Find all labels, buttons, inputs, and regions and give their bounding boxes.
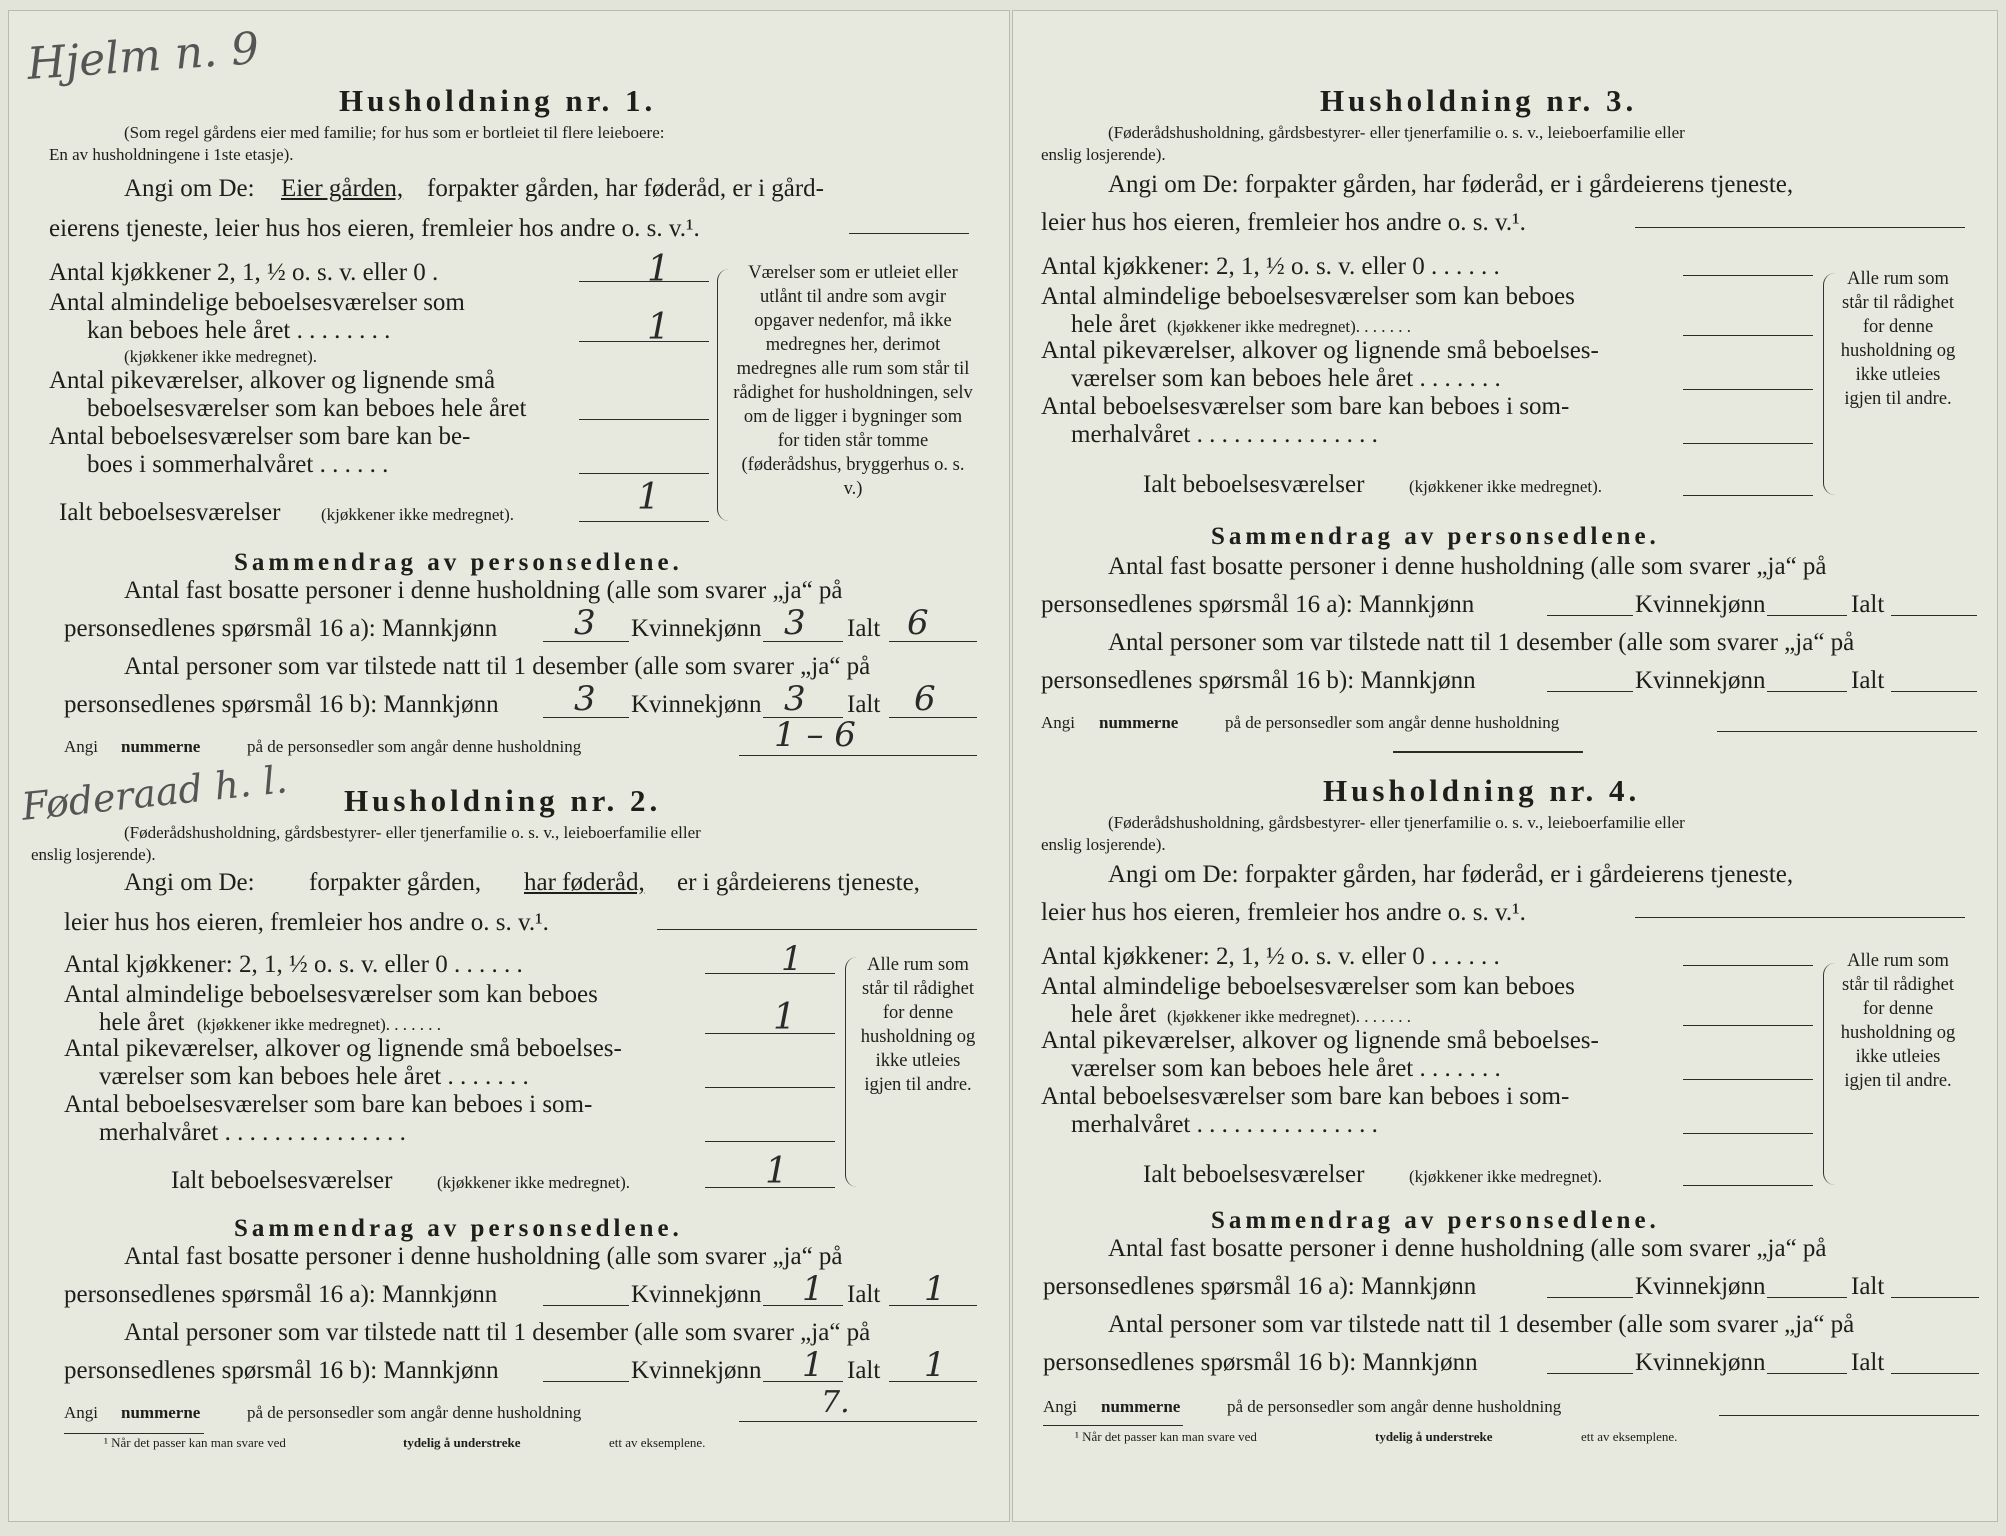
household-1-angi-selected: Eier gården,: [281, 175, 404, 202]
household-4-angi-line1: Angi om De: forpakter gården, har føderåd, er i gårdeierens tjeneste,: [1108, 861, 1794, 888]
household-separator: [1393, 751, 1583, 753]
household-4-summer-rooms-line: [1683, 1133, 1813, 1134]
household-1-brace: [717, 269, 732, 521]
household-2-summer-rooms-line: [705, 1141, 835, 1142]
household-3-kitchens-line: [1683, 275, 1813, 276]
household-1-note-line2: En av husholdningene i 1ste etasje).: [49, 145, 294, 164]
household-3-numbers-prefix: Angi: [1041, 713, 1075, 732]
household-3-16a-female-line: [1767, 615, 1847, 616]
household-1-total-rooms-line: [579, 521, 709, 522]
household-2-ordinary-rooms-note: (kjøkkener ikke medregnet). . . . . . .: [197, 1015, 442, 1034]
household-2-angi-prefix: Angi om De:: [124, 869, 255, 896]
household-2-note-line2: enslig losjerende).: [31, 845, 156, 864]
household-2-kitchens-line: [705, 973, 835, 974]
footnote-rule-right: [1043, 1425, 1183, 1426]
footnote-right-a: ¹ Når det passer kan man svare ved: [1075, 1429, 1257, 1444]
household-1-total-rooms-note: (kjøkkener ikke medregnet).: [321, 505, 515, 524]
household-1-16b-female-label: Kvinnekjønn: [631, 691, 762, 718]
household-4-angi-line2: leier hus hos eieren, fremleier hos andre o. s. v.¹.: [1041, 899, 1526, 926]
household-2-16b-female-label: Kvinnekjønn: [631, 1357, 762, 1384]
household-1-16a-total-line: [889, 641, 977, 642]
household-2-16a-line1: Antal fast bosatte personer i denne husholdning (alle som svarer „ja“ på: [124, 1243, 843, 1270]
household-4-ordinary-rooms-note: (kjøkkener ikke medregnet). . . . . . .: [1167, 1007, 1412, 1026]
household-3-16b-line1: Antal personer som var tilstede natt til 1 desember (alle som svarer „ja“ på: [1108, 629, 1855, 656]
right-page: [1012, 10, 1998, 1522]
household-1-16b-label: personsedlenes spørsmål 16 b): Mannkjønn: [64, 691, 499, 718]
household-4-side-note: Alle rum som står til rådighet for denne husholdning og ikke utleies igjen til andre.: [1840, 951, 1956, 1091]
household-3-note-line1: (Føderådshusholdning, gårdsbestyrer- eller tjenerfamilie o. s. v., leieboerfamilie eller: [1108, 123, 1685, 142]
household-3-ordinary-rooms-label: Antal almindelige beboelsesværelser som kan beboes: [1041, 283, 1575, 310]
household-4-numbers-bold: nummerne: [1101, 1397, 1181, 1416]
household-4-note-line1: (Føderådshusholdning, gårdsbestyrer- eller tjenerfamilie o. s. v., leieboerfamilie eller: [1108, 813, 1685, 832]
household-3-maid-rooms-label-2: værelser som kan beboes hele året . . . . . . .: [1071, 365, 1501, 392]
household-3-16b-male-line: [1547, 691, 1633, 692]
household-2-16a-total-label: Ialt: [847, 1281, 881, 1308]
household-2-numbers-bold: nummerne: [121, 1403, 201, 1422]
household-2-numbers-line: [739, 1421, 977, 1422]
household-3-ordinary-rooms-line: [1683, 335, 1813, 336]
household-2-total-rooms-value: 1: [765, 1151, 788, 1192]
household-2-summer-rooms-label-2: merhalvåret . . . . . . . . . . . . . . .: [99, 1119, 406, 1146]
household-3-16b-total-label: Ialt: [1851, 667, 1885, 694]
household-1-numbers-bold: nummerne: [121, 737, 201, 756]
footnote-right-b: tydelig å understreke: [1375, 1429, 1493, 1444]
household-4-brace: [1823, 963, 1838, 1185]
household-3-angi-answer-line: [1635, 227, 1965, 228]
household-1-ordinary-rooms-line: [579, 341, 709, 342]
household-3-maid-rooms-label: Antal pikeværelser, alkover og lignende små beboelses-: [1041, 337, 1599, 364]
household-3-16a-female-label: Kvinnekjønn: [1635, 591, 1766, 618]
household-4-angi-answer-line: [1635, 917, 1965, 918]
household-2-ordinary-rooms-label-2: hele året: [99, 1009, 185, 1036]
household-2-angi-line2: leier hus hos eieren, fremleier hos andre o. s. v.¹.: [64, 909, 549, 936]
household-1-ordinary-rooms-note: (kjøkkener ikke medregnet).: [124, 347, 318, 366]
household-2-16b-male-line: [543, 1381, 629, 1382]
household-2-16b-female-value: 1: [802, 1345, 824, 1385]
household-2-16b-total-value: 1: [924, 1345, 946, 1385]
household-2-angi-answer-line: [657, 929, 977, 930]
household-1-16b-total-label: Ialt: [847, 691, 881, 718]
household-1-16b-total-value: 6: [914, 679, 936, 719]
household-3-total-rooms-label: Ialt beboelsesværelser: [1143, 471, 1365, 498]
household-3-summer-rooms-label-2: merhalvåret . . . . . . . . . . . . . . .: [1071, 421, 1378, 448]
household-3-16a-total-line: [1891, 615, 1977, 616]
household-1-title: Husholdning nr. 1.: [339, 83, 657, 118]
household-4-16b-female-label: Kvinnekjønn: [1635, 1349, 1766, 1376]
household-4-16b-female-line: [1767, 1373, 1847, 1374]
household-4-ordinary-rooms-line: [1683, 1025, 1813, 1026]
footnote-right-c: ett av eksemplene.: [1581, 1429, 1678, 1444]
household-4-16a-male-line: [1547, 1297, 1633, 1298]
household-2-kitchens-value: 1: [781, 939, 803, 979]
household-4-16b-line1: Antal personer som var tilstede natt til 1 desember (alle som svarer „ja“ på: [1108, 1311, 1855, 1338]
household-1-maid-rooms-label-2: beboelsesværelser som kan beboes hele året: [87, 395, 527, 422]
footnote-left-a: ¹ Når det passer kan man svare ved: [104, 1435, 286, 1450]
household-1-maid-rooms-line: [579, 419, 709, 420]
household-4-total-rooms-label: Ialt beboelsesværelser: [1143, 1161, 1365, 1188]
household-3-brace: [1823, 273, 1838, 495]
household-2-summary-title: Sammendrag av personsedlene.: [234, 1215, 683, 1242]
household-4-title: Husholdning nr. 4.: [1323, 773, 1641, 808]
household-2-angi-rest: er i gårdeierens tjeneste,: [677, 869, 920, 896]
household-4-16a-label: personsedlenes spørsmål 16 a): Mannkjønn: [1043, 1273, 1477, 1300]
household-1-16b-line1: Antal personer som var tilstede natt til 1 desember (alle som svarer „ja“ på: [124, 653, 871, 680]
household-3-summer-rooms-label: Antal beboelsesværelser som bare kan beboes i som-: [1041, 393, 1570, 420]
household-1-16a-female-label: Kvinnekjønn: [631, 615, 762, 642]
household-2-brace: [845, 957, 860, 1187]
household-2-16b-total-label: Ialt: [847, 1357, 881, 1384]
household-3-summer-rooms-line: [1683, 443, 1813, 444]
household-2-summer-rooms-label: Antal beboelsesværelser som bare kan beboes i som-: [64, 1091, 593, 1118]
household-4-total-rooms-line: [1683, 1185, 1813, 1186]
handwritten-header: Hjelm n. 9: [25, 22, 261, 91]
household-1-ordinary-rooms-label-2: kan beboes hele året . . . . . . . .: [87, 317, 391, 344]
household-4-kitchens-line: [1683, 965, 1813, 966]
household-4-kitchens-label: Antal kjøkkener: 2, 1, ½ o. s. v. eller 0 . . . . . .: [1041, 943, 1500, 970]
household-1-summer-rooms-line: [579, 473, 709, 474]
household-2-16a-female-label: Kvinnekjønn: [631, 1281, 762, 1308]
household-1-16b-female-value: 3: [784, 679, 806, 719]
household-3-16b-total-line: [1891, 691, 1977, 692]
household-4-16a-line1: Antal fast bosatte personer i denne husholdning (alle som svarer „ja“ på: [1108, 1235, 1827, 1262]
household-1-numbers-line: [739, 755, 977, 756]
household-1-angi-prefix: Angi om De:: [124, 175, 255, 202]
household-2-numbers-text: på de personsedler som angår denne husholdning: [247, 1403, 582, 1422]
household-4-16b-total-line: [1891, 1373, 1979, 1374]
left-page: [8, 10, 1010, 1522]
household-4-numbers-prefix: Angi: [1043, 1397, 1077, 1416]
household-2-angi-selected: har føderåd,: [524, 869, 645, 896]
household-3-16a-line1: Antal fast bosatte personer i denne husholdning (alle som svarer „ja“ på: [1108, 553, 1827, 580]
household-1-angi-answer-line: [849, 233, 969, 234]
household-1-16a-female-value: 3: [784, 603, 806, 643]
household-3-summary-title: Sammendrag av personsedlene.: [1211, 523, 1660, 550]
household-3-side-note: Alle rum som står til rådighet for denne husholdning og ikke utleies igjen til andre.: [1840, 269, 1956, 409]
household-1-16a-line1: Antal fast bosatte personer i denne husholdning (alle som svarer „ja“ på: [124, 577, 843, 604]
household-4-maid-rooms-line: [1683, 1079, 1813, 1080]
household-4-maid-rooms-label: Antal pikeværelser, alkover og lignende små beboelses-: [1041, 1027, 1599, 1054]
household-1-kitchens-line: [579, 281, 709, 282]
household-1-angi-line2: eierens tjeneste, leier hus hos eieren, fremleier hos andre o. s. v.¹.: [49, 215, 700, 242]
household-3-angi-line1: Angi om De: forpakter gården, har føderåd, er i gårdeierens tjeneste,: [1108, 171, 1794, 198]
household-2-16a-total-value: 1: [924, 1269, 946, 1309]
household-2-ordinary-rooms-label: Antal almindelige beboelsesværelser som kan beboes: [64, 981, 598, 1008]
household-2-kitchens-label: Antal kjøkkener: 2, 1, ½ o. s. v. eller 0 . . . . . .: [64, 951, 523, 978]
household-1-16a-label: personsedlenes spørsmål 16 a): Mannkjønn: [64, 615, 498, 642]
household-1-side-note: Værelser som er utleiet eller utlånt til andre som avgir opgaver nedenfor, må ikke medregnes her, derimot medregnes alle rum som står til rådighet for husholdningen, selv om de ligger i bygninger som for tiden står tomme (føderådshus, bryggerhus o. s. v.): [733, 263, 973, 499]
household-2-ordinary-rooms-line: [705, 1033, 835, 1034]
household-4-summer-rooms-label-2: merhalvåret . . . . . . . . . . . . . . .: [1071, 1111, 1378, 1138]
household-4-note-line2: enslig losjerende).: [1041, 835, 1166, 854]
household-3-16a-label: personsedlenes spørsmål 16 a): Mannkjønn: [1041, 591, 1475, 618]
household-3-angi-line2: leier hus hos eieren, fremleier hos andre o. s. v.¹.: [1041, 209, 1526, 236]
household-1-numbers-prefix: Angi: [64, 737, 98, 756]
household-3-maid-rooms-line: [1683, 389, 1813, 390]
household-4-16a-total-label: Ialt: [1851, 1273, 1885, 1300]
household-1-numbers-text: på de personsedler som angår denne husholdning: [247, 737, 582, 756]
household-2-title: Husholdning nr. 2.: [344, 783, 662, 818]
household-2-16a-female-value: 1: [802, 1269, 824, 1309]
household-3-note-line2: enslig losjerende).: [1041, 145, 1166, 164]
household-3-16b-female-label: Kvinnekjønn: [1635, 667, 1766, 694]
household-3-total-rooms-note: (kjøkkener ikke medregnet).: [1409, 477, 1603, 496]
household-2-margin-note: Føderaad h. l.: [19, 757, 290, 829]
footnote-left-c: ett av eksemplene.: [609, 1435, 706, 1450]
household-1-note-line1: (Som regel gårdens eier med familie; for hus som er bortleiet til flere leieboere:: [124, 123, 665, 142]
household-2-numbers-value: 7.: [821, 1385, 850, 1420]
household-4-numbers-line: [1719, 1415, 1979, 1416]
household-1-kitchens-value: 1: [647, 249, 670, 290]
household-3-total-rooms-line: [1683, 495, 1813, 496]
household-3-numbers-line: [1717, 731, 1977, 732]
household-2-16a-male-line: [543, 1305, 629, 1306]
household-2-total-rooms-note: (kjøkkener ikke medregnet).: [437, 1173, 631, 1192]
household-2-note-line1: (Føderådshusholdning, gårdsbestyrer- eller tjenerfamilie o. s. v., leieboerfamilie eller: [124, 823, 701, 842]
household-4-16b-total-label: Ialt: [1851, 1349, 1885, 1376]
household-2-ordinary-rooms-value: 1: [773, 997, 796, 1038]
household-2-angi-a: forpakter gården,: [309, 869, 482, 896]
household-4-summary-title: Sammendrag av personsedlene.: [1211, 1207, 1660, 1234]
household-4-maid-rooms-label-2: værelser som kan beboes hele året . . . . . . .: [1071, 1055, 1501, 1082]
household-3-kitchens-label: Antal kjøkkener: 2, 1, ½ o. s. v. eller 0 . . . . . .: [1041, 253, 1500, 280]
household-2-16b-label: personsedlenes spørsmål 16 b): Mannkjønn: [64, 1357, 499, 1384]
household-4-ordinary-rooms-label-2: hele året: [1071, 1001, 1157, 1028]
household-4-ordinary-rooms-label: Antal almindelige beboelsesværelser som kan beboes: [1041, 973, 1575, 1000]
household-2-total-rooms-label: Ialt beboelsesværelser: [171, 1167, 393, 1194]
household-1-maid-rooms-label: Antal pikeværelser, alkover og lignende små: [49, 367, 496, 394]
household-3-title: Husholdning nr. 3.: [1320, 83, 1638, 118]
household-4-total-rooms-note: (kjøkkener ikke medregnet).: [1409, 1167, 1603, 1186]
household-4-16a-female-line: [1767, 1297, 1847, 1298]
household-1-ordinary-rooms-label: Antal almindelige beboelsesværelser som: [49, 289, 465, 316]
household-1-16b-male-value: 3: [574, 679, 596, 719]
household-3-16b-female-line: [1767, 691, 1847, 692]
footnote-left-b: tydelig å understreke: [403, 1435, 521, 1450]
household-1-summary-title: Sammendrag av personsedlene.: [234, 549, 683, 576]
household-3-16b-label: personsedlenes spørsmål 16 b): Mannkjønn: [1041, 667, 1476, 694]
footnote-rule-left: [64, 1433, 204, 1434]
household-1-summer-rooms-label-2: boes i sommerhalvåret . . . . . .: [87, 451, 389, 478]
household-4-16a-female-label: Kvinnekjønn: [1635, 1273, 1766, 1300]
household-3-16a-male-line: [1547, 615, 1633, 616]
household-1-angi-rest: forpakter gården, har føderåd, er i gård-: [427, 175, 825, 202]
household-1-kitchens-label: Antal kjøkkener 2, 1, ½ o. s. v. eller 0 .: [49, 259, 439, 286]
household-1-summer-rooms-label: Antal beboelsesværelser som bare kan be-: [49, 423, 471, 450]
household-2-maid-rooms-line: [705, 1087, 835, 1088]
household-3-16a-total-label: Ialt: [1851, 591, 1885, 618]
household-4-16b-label: personsedlenes spørsmål 16 b): Mannkjønn: [1043, 1349, 1478, 1376]
household-3-numbers-text: på de personsedler som angår denne husholdning: [1225, 713, 1560, 732]
household-1-total-rooms-label: Ialt beboelsesværelser: [59, 499, 281, 526]
household-2-16a-label: personsedlenes spørsmål 16 a): Mannkjønn: [64, 1281, 498, 1308]
household-1-numbers-value: 1 – 6: [774, 715, 856, 755]
household-4-16b-male-line: [1547, 1373, 1633, 1374]
household-4-numbers-text: på de personsedler som angår denne husholdning: [1227, 1397, 1562, 1416]
household-3-ordinary-rooms-label-2: hele året: [1071, 311, 1157, 338]
household-1-total-rooms-value: 1: [637, 477, 660, 518]
household-2-numbers-prefix: Angi: [64, 1403, 98, 1422]
household-3-ordinary-rooms-note: (kjøkkener ikke medregnet). . . . . . .: [1167, 317, 1412, 336]
household-1-16a-total-value: 6: [907, 603, 929, 643]
household-2-side-note: Alle rum som står til rådighet for denne husholdning og ikke utleies igjen til andre.: [860, 955, 976, 1095]
household-4-16a-total-line: [1891, 1297, 1979, 1298]
household-4-summer-rooms-label: Antal beboelsesværelser som bare kan beboes i som-: [1041, 1083, 1570, 1110]
household-1-16a-total-label: Ialt: [847, 615, 881, 642]
household-1-ordinary-rooms-value: 1: [647, 307, 670, 348]
household-3-numbers-bold: nummerne: [1099, 713, 1179, 732]
household-2-maid-rooms-label-2: værelser som kan beboes hele året . . . . . . .: [99, 1063, 529, 1090]
household-2-maid-rooms-label: Antal pikeværelser, alkover og lignende små beboelses-: [64, 1035, 622, 1062]
household-1-16a-male-value: 3: [574, 603, 596, 643]
household-2-16b-line1: Antal personer som var tilstede natt til 1 desember (alle som svarer „ja“ på: [124, 1319, 871, 1346]
